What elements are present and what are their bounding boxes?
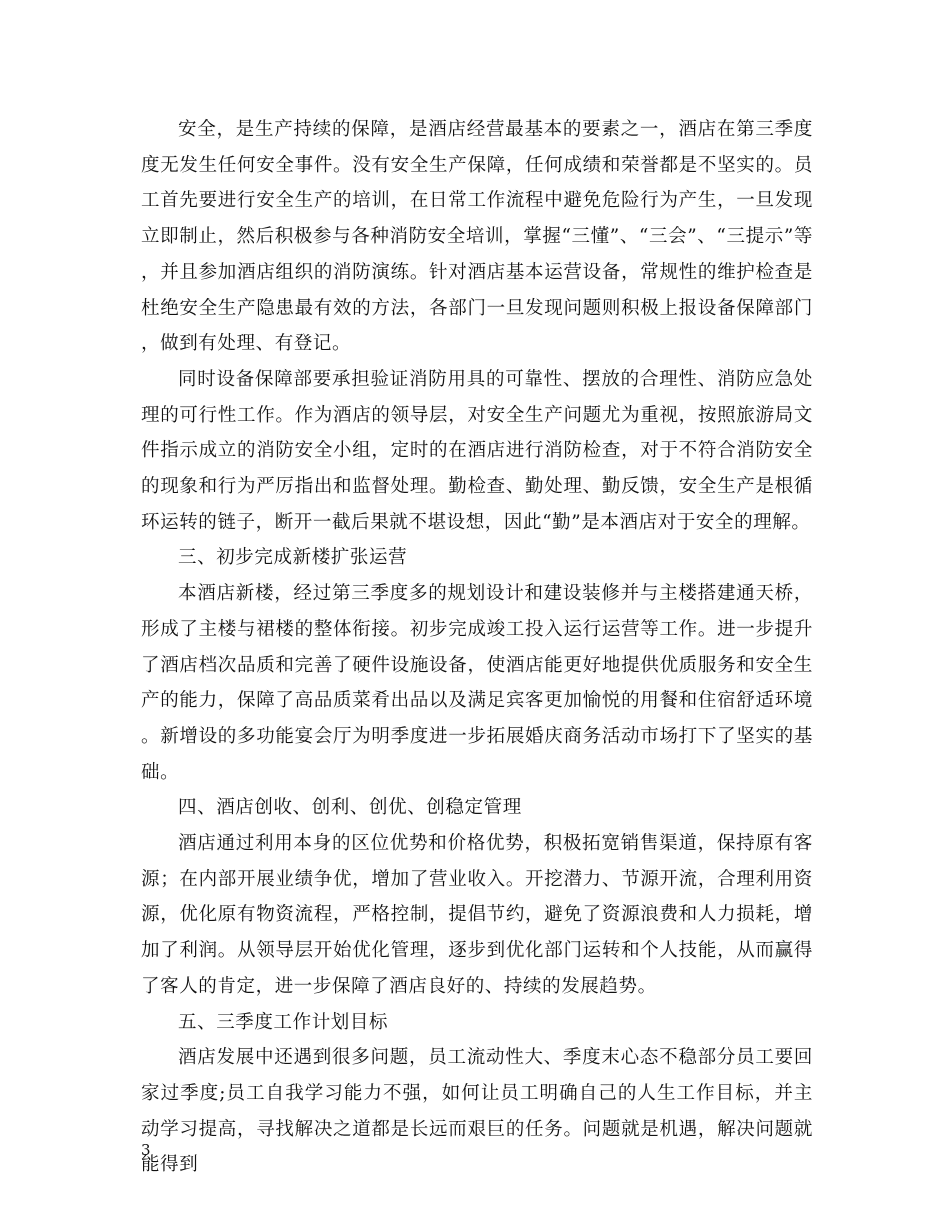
paragraph-plan: 酒店发展中还遇到很多问题，员工流动性大、季度末心态不稳部分员工要回家过季度;员工自我学习能力不强，如何让员工明确自己的人生工作目标，并主动学习提高，寻找解决之道都是长远而艰巨的任务。问题就是机遇，解决问题就能得到 xyxy=(141,1047,813,1176)
paragraph-revenue: 酒店通过利用本身的区位优势和价格优势，积极拓宽销售渠道，保持原有客源；在内部开展业绩争优，增加了营业收入。开挖潜力、节源开流，合理利用资源，优化原有物资流程，严格控制，提倡节约，避免了资源浪费和人力损耗，增加了利润。从领导层开始优化管理，逐步到优化部门运转和个人技能，从而赢得了客人的肯定，进一步保障了酒店良好的、持续的发展趋势。 xyxy=(141,833,813,997)
section-heading-plan: 五、三季度工作计划目标 xyxy=(178,1011,389,1033)
paragraph-equipment: 同时设备保障部要承担验证消防用具的可靠性、摆放的合理性、消防应急处理的可行性工作。作为酒店的领导层，对安全生产问题尤为重视，按照旅游局文件指示成立的消防安全小组，定时的在酒店进行消防检查，对于不符合消防安全的现象和行为严厉指出和监督处理。勤检查、勤处理、勤反馈，安全生产是根循环运转的链子，断开一截后果就不堪设想，因此“勤”是本酒店对于安全的理解。 xyxy=(141,368,813,533)
paragraph-new-building: 本酒店新楼，经过第三季度多的规划设计和建设装修并与主楼搭建通天桥，形成了主楼与裙楼的整体衔接。初步完成竣工投入运行运营等工作。进一步提升了酒店档次品质和完善了硬件设施设备，使酒店能更好地提供优质服务和安全生产的能力，保障了高品质菜肴出品以及满足宾客更加愉悦的用餐和住宿舒适环境。新增设的多功能宴会厅为明季度进一步拓展婚庆商务活动市场打下了坚实的基础。 xyxy=(141,583,813,783)
page-number: 3 xyxy=(141,1141,151,1159)
section-heading-revenue: 四、酒店创收、创利、创优、创稳定管理 xyxy=(178,797,522,819)
document-body xyxy=(141,112,813,1183)
section-heading-new-building: 三、初步完成新楼扩张运营 xyxy=(178,547,408,569)
paragraph-safety: 安全，是生产持续的保障，是酒店经营最基本的要素之一，酒店在第三季度度无发生任何安全事件。没有安全生产保障，任何成绩和荣誉都是不坚实的。员工首先要进行安全生产的培训，在日常工作流程中避免危险行为产生，一旦发现立即制止，然后积极参与各种消防安全培训，掌握“三懂”、“三会”、“三提示”等，并且参加酒店组织的消防演练。针对酒店基本运营设备，常规性的维护检查是杜绝安全生产隐患最有效的方法，各部门一旦发现问题则积极上报设备保障部门，做到有处理、有登记。 xyxy=(141,119,813,355)
